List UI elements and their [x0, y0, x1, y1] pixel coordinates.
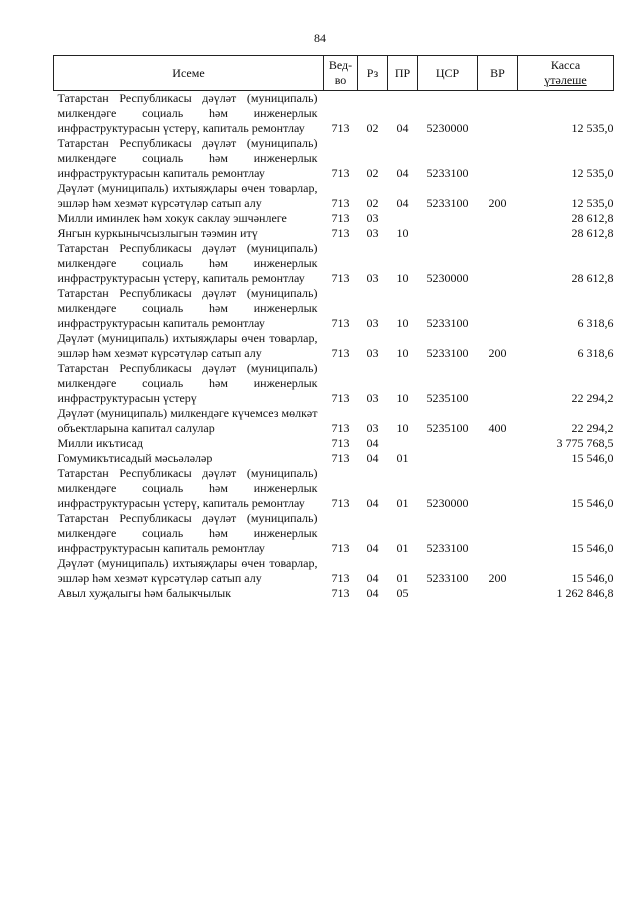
table-header-row [54, 56, 614, 91]
header-pr: ПР [388, 56, 418, 91]
budget-table [53, 55, 614, 601]
table-row [54, 241, 614, 286]
table-row [54, 466, 614, 511]
row-vr [478, 241, 518, 286]
row-csr: 5233100 [426, 541, 469, 555]
row-vr [478, 466, 518, 511]
row-vedomstvo: 713 [331, 346, 350, 360]
row-csr: 5233100 [426, 196, 469, 210]
row-name: Татарстан Республикасы дәүләт (муниципаль) милкендәге социаль һәм инженерлык инфраструктурасын үстерү, капиталь ремонтлау [57, 91, 318, 135]
header-kassa [518, 56, 614, 91]
row-name: Янгын куркынычсызлыгын тәэмин итү [57, 226, 258, 240]
row-name: Дәүләт (муниципаль) ихтыяҗлары өчен товарлар, эшләр һәм хезмәт күрсәтүләр сатып алу [57, 331, 318, 360]
row-csr: 5230000 [426, 271, 469, 285]
row-name: Татарстан Республикасы дәүләт (муниципаль) милкендәге социаль һәм инженерлык инфраструктурасын үстерү [57, 361, 318, 405]
header-name: Исеме [54, 56, 324, 91]
row-vr: 400 [488, 421, 507, 435]
row-name: Татарстан Республикасы дәүләт (муниципаль) милкендәге социаль һәм инженерлык инфраструктурасын капиталь ремонтлау [57, 136, 318, 180]
row-kassa: 22 294,2 [571, 421, 614, 435]
table-row [54, 511, 614, 556]
row-pr: 10 [396, 391, 409, 405]
table-row [54, 556, 614, 586]
row-rz: 03 [366, 271, 379, 285]
table-row [54, 451, 614, 466]
row-kassa: 12 535,0 [571, 196, 614, 210]
row-pr: 04 [396, 166, 409, 180]
row-vedomstvo: 713 [331, 391, 350, 405]
table-row [54, 586, 614, 601]
row-vedomstvo: 713 [331, 121, 350, 135]
row-name: Гомумикътисадый мәсьәләләр [57, 451, 213, 465]
row-vedomstvo: 713 [331, 271, 350, 285]
table-row [54, 91, 614, 137]
row-vr [478, 211, 518, 226]
row-csr: 5233100 [426, 166, 469, 180]
row-vedomstvo: 713 [331, 541, 350, 555]
row-rz: 04 [366, 451, 379, 465]
row-rz: 03 [366, 226, 379, 240]
row-csr [418, 226, 478, 241]
header-vedomstvo: Вед-во [324, 56, 358, 91]
row-rz: 04 [366, 586, 379, 600]
row-name: Милли иминлек һәм хокук саклау эшчәнлеге [57, 211, 287, 225]
table-row [54, 211, 614, 226]
row-kassa: 6 318,6 [577, 346, 614, 360]
row-pr: 10 [396, 316, 409, 330]
row-vr [478, 226, 518, 241]
row-name: Дәүләт (муниципаль) ихтыяҗлары өчен товарлар, эшләр һәм хезмәт күрсәтүләр сатып алу [57, 556, 318, 585]
row-csr: 5233100 [426, 316, 469, 330]
row-vr [478, 436, 518, 451]
row-csr [418, 211, 478, 226]
row-pr [388, 436, 418, 451]
row-vr [478, 586, 518, 601]
row-name: Авыл хуҗалыгы һәм балыкчылык [57, 586, 232, 600]
row-name: Дәүләт (муниципаль) милкендәге күчемсез мөлкәт объектларына капитал салулар [57, 406, 318, 435]
row-vedomstvo: 713 [331, 196, 350, 210]
table-row [54, 361, 614, 406]
row-rz: 04 [366, 571, 379, 585]
row-pr: 01 [396, 451, 409, 465]
row-name: Татарстан Республикасы дәүләт (муниципаль) милкендәге социаль һәм инженерлык инфраструктурасын үстерү, капиталь ремонтлау [57, 466, 318, 510]
row-vr [478, 361, 518, 406]
table-row [54, 331, 614, 361]
row-vedomstvo: 713 [331, 166, 350, 180]
row-rz: 03 [366, 391, 379, 405]
header-kassa-line2: үтәлеше [544, 73, 587, 87]
row-pr: 01 [396, 541, 409, 555]
row-rz: 03 [366, 316, 379, 330]
row-name: Татарстан Республикасы дәүләт (муниципаль) милкендәге социаль һәм инженерлык инфраструктурасын капиталь ремонтлау [57, 511, 318, 555]
table-body [54, 91, 614, 602]
table-row [54, 136, 614, 181]
row-pr: 01 [396, 496, 409, 510]
header-vr: ВР [478, 56, 518, 91]
row-vr [478, 286, 518, 331]
row-vr: 200 [488, 346, 507, 360]
row-rz: 04 [366, 541, 379, 555]
row-vedomstvo: 713 [331, 571, 350, 585]
row-kassa: 28 612,8 [571, 211, 614, 225]
row-pr [388, 211, 418, 226]
row-pr: 10 [396, 346, 409, 360]
table-row [54, 406, 614, 436]
header-rz: Рз [358, 56, 388, 91]
row-csr: 5233100 [426, 571, 469, 585]
table-row [54, 226, 614, 241]
row-name: Татарстан Республикасы дәүләт (муниципаль) милкендәге социаль һәм инженерлык инфраструктурасын үстерү, капиталь ремонтлау [57, 241, 318, 285]
row-kassa: 12 535,0 [571, 121, 614, 135]
row-name: Милли икътисад [57, 436, 144, 450]
row-csr [418, 436, 478, 451]
row-vedomstvo: 713 [331, 421, 350, 435]
row-pr: 04 [396, 196, 409, 210]
row-kassa: 28 612,8 [571, 271, 614, 285]
row-vedomstvo: 713 [331, 316, 350, 330]
row-csr: 5235100 [426, 391, 469, 405]
row-name: Татарстан Республикасы дәүләт (муниципаль) милкендәге социаль һәм инженерлык инфраструктурасын капиталь ремонтлау [57, 286, 318, 330]
row-kassa: 15 546,0 [571, 571, 614, 585]
row-pr: 10 [396, 421, 409, 435]
row-rz: 02 [366, 166, 379, 180]
row-kassa: 15 546,0 [571, 541, 614, 555]
row-vedomstvo: 713 [331, 211, 350, 225]
row-rz: 02 [366, 196, 379, 210]
row-kassa: 22 294,2 [571, 391, 614, 405]
row-kassa: 6 318,6 [577, 316, 614, 330]
row-csr: 5235100 [426, 421, 469, 435]
row-vedomstvo: 713 [331, 496, 350, 510]
row-csr [418, 586, 478, 601]
row-pr: 10 [396, 271, 409, 285]
header-csr: ЦСР [418, 56, 478, 91]
row-pr: 04 [396, 121, 409, 135]
row-kassa: 12 535,0 [571, 166, 614, 180]
row-kassa: 3 775 768,5 [556, 436, 614, 450]
table-row [54, 181, 614, 211]
row-kassa: 15 546,0 [571, 451, 614, 465]
table-row [54, 286, 614, 331]
row-rz: 02 [366, 121, 379, 135]
row-vr [478, 136, 518, 181]
row-csr: 5233100 [426, 346, 469, 360]
row-vedomstvo: 713 [331, 451, 350, 465]
row-pr: 10 [396, 226, 409, 240]
header-kassa-line1: Касса [550, 58, 581, 72]
row-name: Дәүләт (муниципаль) ихтыяҗлары өчен товарлар, эшләр һәм хезмәт күрсәтүләр сатып алу [57, 181, 318, 210]
table-row [54, 436, 614, 451]
row-vedomstvo: 713 [331, 436, 350, 450]
row-vedomstvo: 713 [331, 226, 350, 240]
row-csr: 5230000 [426, 496, 469, 510]
row-vr [478, 511, 518, 556]
row-pr: 05 [396, 586, 409, 600]
row-vedomstvo: 713 [331, 586, 350, 600]
row-vr: 200 [488, 196, 507, 210]
row-csr [418, 451, 478, 466]
row-kassa: 1 262 846,8 [556, 586, 614, 600]
row-rz: 04 [366, 436, 379, 450]
row-rz: 03 [366, 346, 379, 360]
row-rz: 03 [366, 211, 379, 225]
row-csr: 5230000 [426, 121, 469, 135]
row-vr: 200 [488, 571, 507, 585]
row-pr: 01 [396, 571, 409, 585]
row-vr [478, 451, 518, 466]
page-number: 84 [314, 31, 326, 45]
row-vr [478, 91, 518, 137]
row-kassa: 15 546,0 [571, 496, 614, 510]
row-rz: 03 [366, 421, 379, 435]
row-rz: 04 [366, 496, 379, 510]
row-kassa: 28 612,8 [571, 226, 614, 240]
